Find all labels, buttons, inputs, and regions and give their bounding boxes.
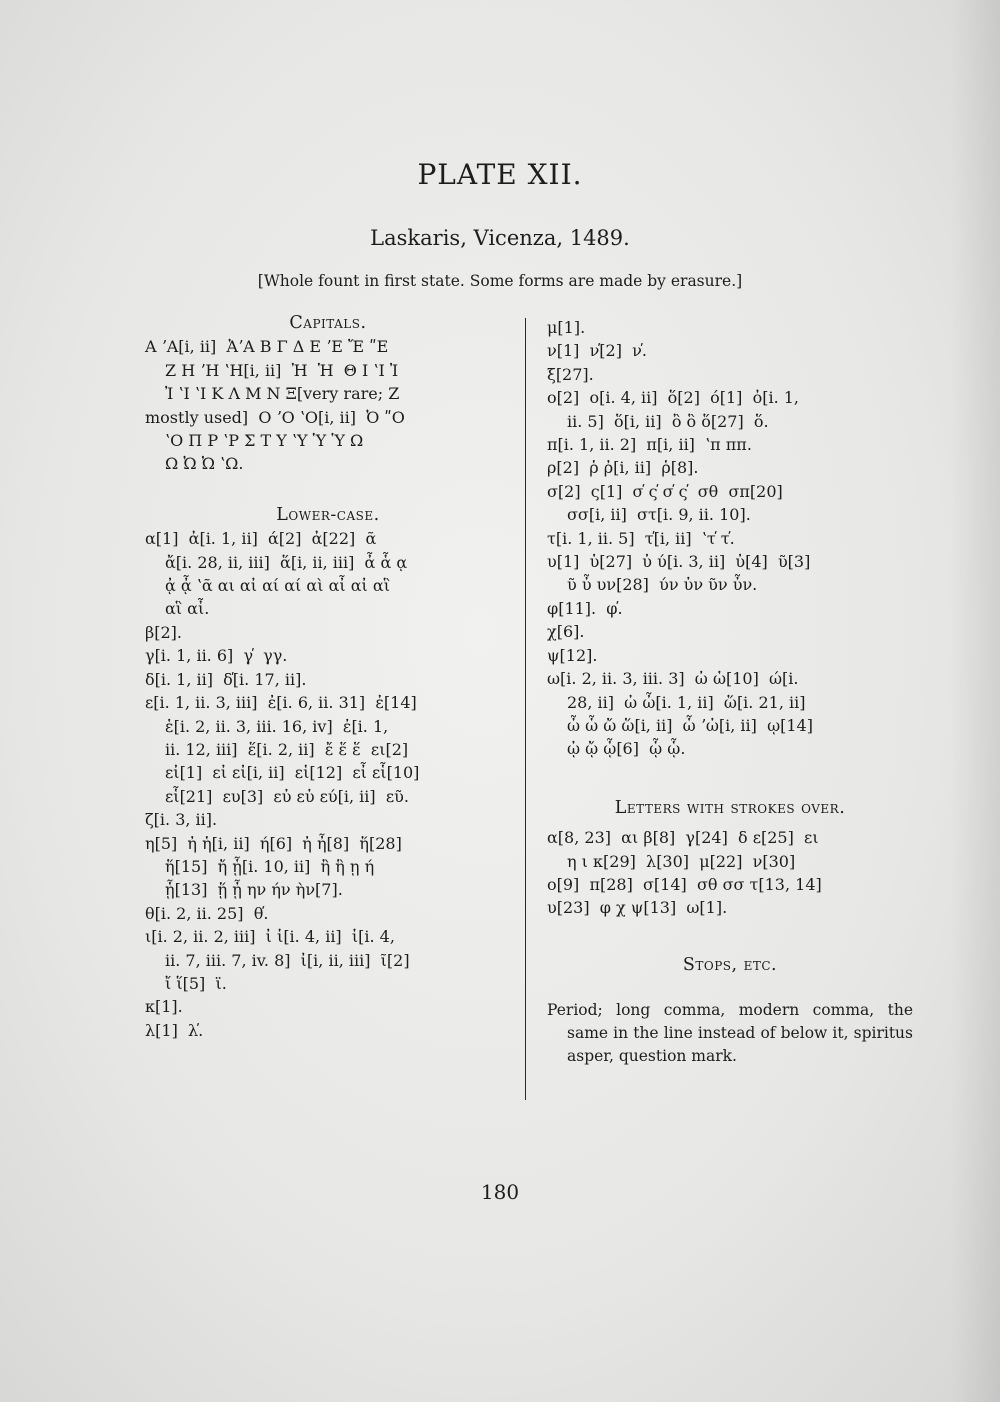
- lowercase-line: ἴ ἵ[5] ϊ.: [165, 973, 227, 993]
- stops-text: Period; long comma, modern comma, the same in the line instead of below it, spiritus asper, question mark.: [547, 1000, 913, 1065]
- capitals-line: ʽΟ Π Ρ ʽΡ Σ Τ Υ ʽΥ Ὑ Ὑ Ω: [165, 431, 364, 451]
- lowercase-line: τ[i. 1, ii. 5] τ̕[i, ii] ʽτ̕ τ̕.: [547, 528, 735, 548]
- lowercase-line: ii. 5] ὅ[i, ii] ὂ ὃ ὅ[27] ὅ.: [567, 411, 769, 431]
- lowercase-line: υ[1] ὑ[27] ὐ ύ[i. 3, ii] ὐ[4] ῦ[3]: [547, 552, 811, 572]
- lowercase-line: ρ[2] ῥ ῤ[i, ii] ῥ[8].: [547, 458, 699, 478]
- column-divider: [525, 318, 526, 1100]
- lowercase-line: ζ[i. 3, ii].: [145, 810, 218, 830]
- lowercase-line: ῦ ὖ υν[28] ύν ὐν ῦν ὖν.: [567, 575, 758, 595]
- lowercase-line: η[5] ἠ ἡ[i, ii] ή[6] ἠ ἦ[8] ἥ[28]: [145, 833, 402, 853]
- plate-note: [Whole fount in first state. Some forms are made by erasure.]: [257, 272, 743, 290]
- page-number: 180: [480, 1180, 520, 1204]
- lowercase-line: ὦ ὧ ὤ ὥ[i, ii] ὧ ʼὠ[i, ii] ῳ[14]: [567, 715, 813, 735]
- lowercase-line: χ[6].: [547, 622, 585, 642]
- lowercase-line: ε[i. 1, ii. 3, iii] ἐ[i. 6, ii. 31] ἐ[14]: [145, 693, 417, 713]
- capitals-line: Ἰ ʽΙ ʽΙ Κ Λ Μ Ν Ξ[very rare; Ζ: [165, 384, 400, 404]
- lowercase-line: ἄ[i. 28, ii, iii] ἅ[i, ii, iii] ἆ ἇ ᾳ: [165, 552, 408, 572]
- plate-subtitle: Laskaris, Vicenza, 1489.: [370, 226, 630, 250]
- lowercase-line: εἷ[21] ευ[3] εὐ εὑ εύ[i, ii] εῦ.: [165, 786, 409, 806]
- lowercase-line: αἳ αἶ.: [165, 599, 210, 619]
- lowercase-line: ii. 7, iii. 7, iv. 8] ἰ[i, ii, iii] ῖ[2]: [165, 950, 410, 970]
- lowercase-line: ψ[12].: [547, 645, 598, 665]
- lowercase-line: σσ[i, ii] στ[i. 9, ii. 10].: [567, 505, 751, 525]
- strokes-line: ο[9] π[28] σ[14] σθ σσ τ[13, 14]: [547, 874, 822, 894]
- lowercase-line: α[1] ἀ[i. 1, ii] ά[2] ἀ[22] ᾶ: [145, 529, 377, 549]
- lowercase-line: δ[i. 1, ii] δ̕[i. 17, ii].: [145, 669, 307, 689]
- lowercase-line: π[i. 1, ii. 2] π[i, ii] ʽπ ππ.: [547, 435, 752, 455]
- plate-title: PLATE XII.: [417, 158, 583, 191]
- lowercase-line: φ[11]. φ̕.: [547, 598, 623, 618]
- strokes-heading: Letters with strokes over.: [614, 797, 846, 818]
- lowercase-line: εἰ[1] εἰ εἰ[i, ii] εἱ[12] εἶ εἷ[10]: [165, 763, 420, 783]
- capitals-line: mostly used] Ο ʼΟ ʽΟ[i, ii] Ὀ ʺΟ: [145, 407, 405, 427]
- strokes-line: η ι κ[29] λ[30] μ[22] ν[30]: [567, 851, 796, 871]
- lowercase-line: λ[1] λ̕.: [145, 1020, 204, 1040]
- capitals-line: Ω Ὠ Ὠ ʽΩ.: [165, 454, 244, 474]
- lowercase-line: ᾠ ᾤ ᾦ[6] ᾧ ᾧ.: [567, 739, 686, 759]
- lowercase-line: ο[2] ο[i. 4, ii] ὅ[2] ό[1] ὀ[i. 1,: [547, 388, 799, 408]
- lowercase-line: ἑ[i. 2, ii. 3, iii. 16, iv] ἐ[i. 1,: [165, 716, 389, 736]
- lowercase-heading: Lower-case.: [276, 504, 380, 525]
- lowercase-line: γ[i. 1, ii. 6] γ̕ γγ.: [145, 646, 288, 666]
- lowercase-line: ᾗ[13] ᾕ ᾖ ην ήν ὴν[7].: [165, 880, 343, 900]
- lowercase-line: ξ[27].: [547, 364, 594, 384]
- lowercase-line: ἥ[15] ἤ ᾗ[i. 10, ii] ἢ ἣ ῃ ή: [165, 856, 375, 876]
- lowercase-line: β[2].: [145, 622, 182, 642]
- lowercase-line: ii. 12, iii] ἕ[i. 2, ii] ἔ ἕ ἕ ει[2]: [165, 739, 409, 759]
- right-column: [547, 316, 913, 1083]
- capitals-line: Α ʼΑ[i, ii] ἈʼΑ Β Γ Δ Ε ʼΕ Ἔ ʺΕ: [145, 337, 389, 357]
- left-column: [145, 312, 511, 1042]
- lowercase-line: 28, ii] ὠ ὦ[i. 1, ii] ὥ[i. 21, ii]: [567, 692, 806, 712]
- lowercase-line: ω[i. 2, ii. 3, iii. 3] ὠ ὡ[10] ώ[i.: [547, 669, 799, 689]
- strokes-line: υ[23] φ χ ψ[13] ω[1].: [547, 898, 728, 918]
- stops-heading: Stops, etc.: [682, 954, 778, 975]
- strokes-line: α[8, 23] αι β[8] γ[24] δ ε[25] ει: [547, 828, 819, 848]
- lowercase-line: σ[2] ς[1] σ̕ ς̕ σ̕ ς̕ σθ σπ[20]: [547, 481, 783, 501]
- capitals-line: Ζ Η ʼΗ ʽΗ[i, ii] Ἠ Ἡ Θ Ι ʽΙ Ἰ: [165, 360, 399, 380]
- lowercase-line: θ[i. 2, ii. 25] θ̕.: [145, 903, 269, 923]
- lowercase-line: ᾀ ᾆ ʽᾶ αι αἰ αί αί αὶ αἶ αἰ αἳ: [165, 576, 390, 596]
- lowercase-line: μ[1].: [547, 318, 586, 337]
- lowercase-line: κ[1].: [145, 997, 183, 1017]
- lowercase-line: ι[i. 2, ii. 2, iii] ἰ ἱ[i. 4, ii] ἱ[i. 4,: [145, 927, 395, 947]
- capitals-heading: Capitals.: [289, 313, 367, 333]
- lowercase-line: ν[1] ν̕[2] ν̕.: [547, 341, 647, 361]
